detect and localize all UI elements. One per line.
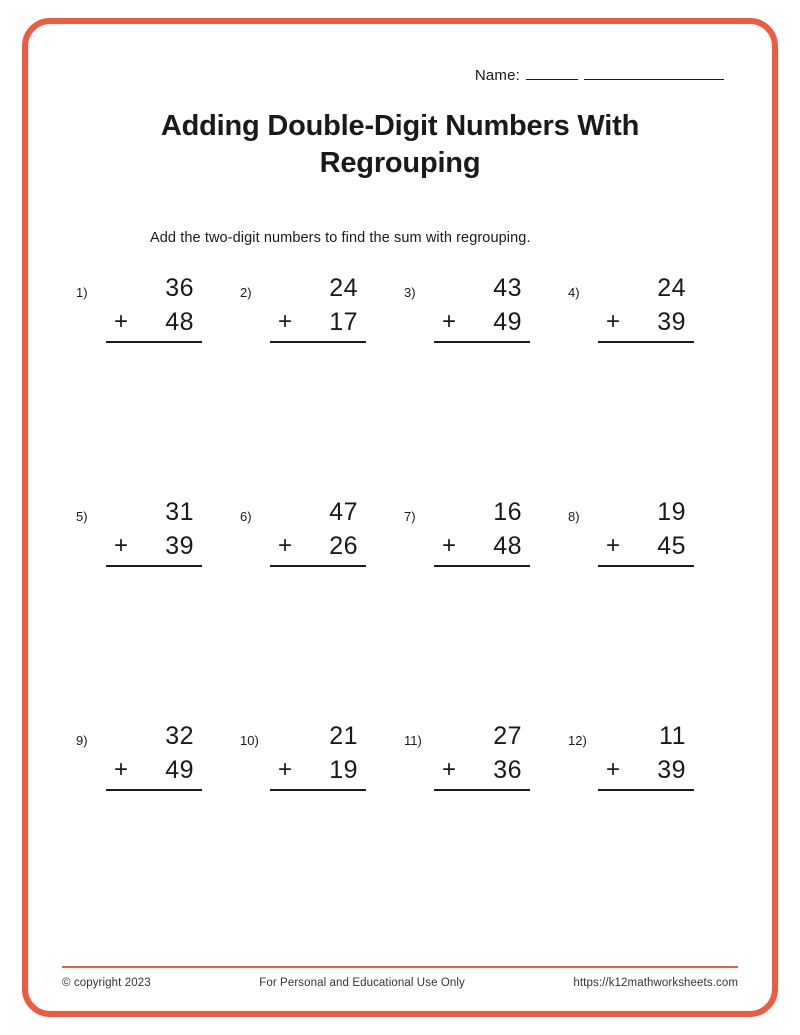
addend-bottom: 48	[165, 307, 194, 336]
addend-top: 27	[493, 722, 522, 751]
problem-number: 3)	[404, 285, 416, 301]
addend-bottom: 39	[165, 531, 194, 560]
plus-icon: +	[114, 755, 129, 783]
footer-text-row	[62, 977, 738, 989]
problem-number: 1)	[76, 285, 88, 301]
problem-number: 6)	[240, 509, 252, 525]
problems-grid	[72, 272, 728, 944]
problem-stack	[598, 272, 694, 343]
problem-item	[400, 720, 564, 944]
answer-rule[interactable]	[598, 341, 694, 343]
problem-number: 4)	[568, 285, 580, 301]
plus-icon: +	[606, 755, 621, 783]
problem-item	[564, 496, 728, 720]
footer-copyright: © copyright 2023	[62, 977, 151, 989]
addend-top: 24	[329, 274, 358, 303]
problem-item	[564, 272, 728, 496]
addend-bottom: 17	[329, 307, 358, 336]
addend-bottom: 45	[657, 531, 686, 560]
instructions-text: Add the two-digit numbers to find the sum with regrouping.	[150, 230, 531, 247]
answer-rule[interactable]	[434, 565, 530, 567]
problem-stack	[598, 496, 694, 567]
footer-url[interactable]: https://k12mathworksheets.com	[573, 977, 738, 989]
addend-bottom: 48	[493, 531, 522, 560]
worksheet-sheet	[22, 18, 778, 1017]
problem-item	[72, 496, 236, 720]
problem-item	[400, 496, 564, 720]
addend-bottom: 19	[329, 755, 358, 784]
problem-number: 5)	[76, 509, 88, 525]
addend-bottom: 49	[493, 307, 522, 336]
answer-rule[interactable]	[598, 565, 694, 567]
addend-bottom-row	[598, 306, 694, 340]
problem-number: 7)	[404, 509, 416, 525]
problem-item	[236, 720, 400, 944]
footer-usage-note: For Personal and Educational Use Only	[259, 977, 465, 989]
plus-icon: +	[606, 307, 621, 335]
problem-number: 11)	[404, 733, 422, 749]
addend-bottom-row	[270, 530, 366, 564]
answer-rule[interactable]	[434, 789, 530, 791]
plus-icon: +	[278, 531, 293, 559]
problem-stack	[106, 272, 202, 343]
addend-bottom: 39	[657, 307, 686, 336]
addend-bottom-row	[598, 754, 694, 788]
problem-item	[236, 272, 400, 496]
problem-number: 8)	[568, 509, 580, 525]
answer-rule[interactable]	[270, 565, 366, 567]
problem-stack	[106, 496, 202, 567]
addend-top: 47	[329, 498, 358, 527]
plus-icon: +	[114, 307, 129, 335]
answer-rule[interactable]	[270, 341, 366, 343]
addend-bottom-row	[106, 530, 202, 564]
problem-stack	[270, 496, 366, 567]
addend-top: 11	[659, 722, 686, 751]
problem-item	[564, 720, 728, 944]
problem-stack	[434, 496, 530, 567]
addend-top: 43	[493, 274, 522, 303]
problem-stack	[434, 720, 530, 791]
addend-bottom-row	[434, 754, 530, 788]
problem-item	[400, 272, 564, 496]
addend-bottom-row	[270, 306, 366, 340]
problem-stack	[434, 272, 530, 343]
answer-rule[interactable]	[106, 341, 202, 343]
addend-top: 19	[657, 498, 686, 527]
addend-bottom-row	[106, 306, 202, 340]
addend-top: 16	[493, 498, 522, 527]
addend-bottom-row	[270, 754, 366, 788]
plus-icon: +	[606, 531, 621, 559]
addend-bottom: 49	[165, 755, 194, 784]
page-title: Adding Double-Digit Numbers With Regrouping	[160, 110, 640, 180]
addend-top: 36	[165, 274, 194, 303]
answer-rule[interactable]	[106, 565, 202, 567]
addend-bottom-row	[434, 530, 530, 564]
addend-top: 32	[165, 722, 194, 751]
problem-stack	[106, 720, 202, 791]
problem-number: 10)	[240, 733, 259, 749]
plus-icon: +	[278, 755, 293, 783]
problem-number: 9)	[76, 733, 88, 749]
plus-icon: +	[114, 531, 129, 559]
addend-bottom: 36	[493, 755, 522, 784]
addend-bottom-row	[434, 306, 530, 340]
plus-icon: +	[278, 307, 293, 335]
addend-top: 24	[657, 274, 686, 303]
answer-rule[interactable]	[434, 341, 530, 343]
problem-stack	[270, 272, 366, 343]
plus-icon: +	[442, 307, 457, 335]
problem-stack	[270, 720, 366, 791]
name-field-row	[72, 66, 724, 84]
problem-number: 12)	[568, 733, 587, 749]
addend-bottom: 39	[657, 755, 686, 784]
problem-item	[72, 720, 236, 944]
answer-rule[interactable]	[598, 789, 694, 791]
footer-divider	[62, 966, 738, 968]
problem-item	[72, 272, 236, 496]
name-blank-short[interactable]	[526, 66, 578, 80]
answer-rule[interactable]	[106, 789, 202, 791]
name-label: Name:	[474, 67, 520, 84]
page-footer	[62, 966, 738, 989]
addend-bottom-row	[106, 754, 202, 788]
problem-number: 2)	[240, 285, 252, 301]
plus-icon: +	[442, 531, 457, 559]
name-blank-long[interactable]	[584, 66, 724, 80]
problem-item	[236, 496, 400, 720]
addend-top: 31	[165, 498, 194, 527]
answer-rule[interactable]	[270, 789, 366, 791]
addend-bottom: 26	[329, 531, 358, 560]
plus-icon: +	[442, 755, 457, 783]
problem-stack	[598, 720, 694, 791]
addend-top: 21	[329, 722, 358, 751]
addend-bottom-row	[598, 530, 694, 564]
